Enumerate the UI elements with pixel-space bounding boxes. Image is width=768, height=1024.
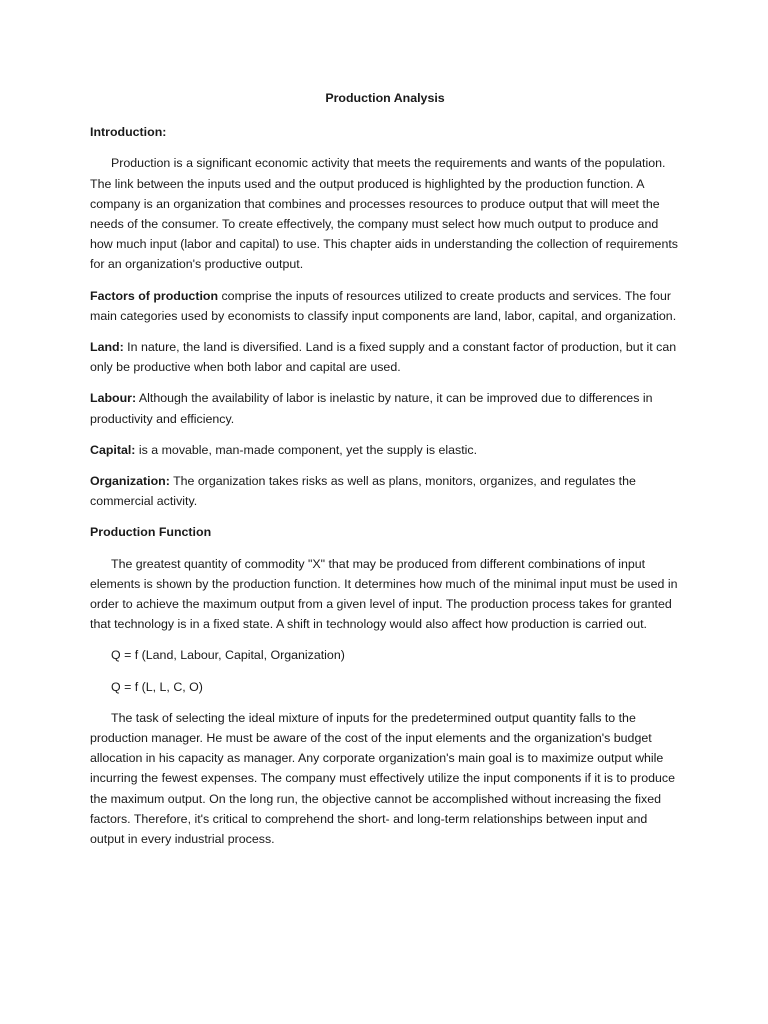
labour-text: Although the availability of labor is inelastic by nature, it can be improved due to differences in productivity and efficiency. (90, 391, 653, 426)
equation-short: Q = f (L, L, C, O) (111, 679, 203, 694)
document-body (90, 88, 680, 860)
final-paragraph: The task of selecting the ideal mixture of inputs for the predetermined output quantity falls to the production manager. He must be aware of the cost of the input elements and the organization's budget allocation in his capacity as manager. Any corporate organization's main goal is to maximize output while incurring the fewest expenses. The company must effectively utilize the input components if it is to produce the maximum output. On the long run, the objective cannot be accomplished without increasing the fixed factors. Therefore, it's critical to comprehend the short- and long-term relationships between input and output in every industrial process. (90, 710, 675, 847)
organization-paragraph (90, 471, 680, 511)
document-title: Production Analysis (325, 91, 445, 105)
equation-full: Q = f (Land, Labour, Capital, Organization) (111, 648, 345, 663)
production-function-heading: Production Function (90, 525, 212, 540)
factors-term: Factors of production (90, 288, 219, 303)
capital-text: is a movable, man-made component, yet the supply is elastic. (135, 442, 478, 457)
labour-term: Labour: (90, 391, 137, 406)
land-text: In nature, the land is diversified. Land is a fixed supply and a constant factor of production, but it can only be productive when both labor and capital are used. (90, 340, 677, 375)
labour-paragraph (90, 388, 680, 428)
factors-text: comprise the inputs of resources utilized to create products and services. The four main categories used by economists to classify input components are land, labor, capital, and organization. (90, 288, 677, 323)
introduction-paragraph: Production is a significant economic activity that meets the requirements and wants of the population. The link between the inputs used and the output produced is highlighted by the production function. A company is an organization that combines and processes resources to produce output that will meet the needs of the consumer. To create effectively, the company must select how much output to produce and how much input (labor and capital) to use. This chapter aids in understanding the collection of requirements for an organization's productive output. (90, 156, 678, 272)
organization-text: The organization takes risks as well as plans, monitors, organizes, and regulates the commercial activity. (90, 474, 636, 509)
organization-term: Organization: (90, 474, 170, 489)
capital-term: Capital: (90, 442, 136, 457)
introduction-heading: Introduction: (90, 125, 167, 140)
land-paragraph (90, 337, 680, 377)
production-function-paragraph: The greatest quantity of commodity "X" that may be produced from different combinations of input elements is shown by the production function. It determines how much of the minimal input must be used in order to achieve the maximum output from a given level of input. The production process takes for granted that technology is in a fixed state. A shift in technology would also affect how production is carried out. (90, 556, 678, 632)
factors-paragraph (90, 286, 680, 326)
land-term: Land: (90, 340, 124, 355)
capital-paragraph (90, 440, 680, 460)
